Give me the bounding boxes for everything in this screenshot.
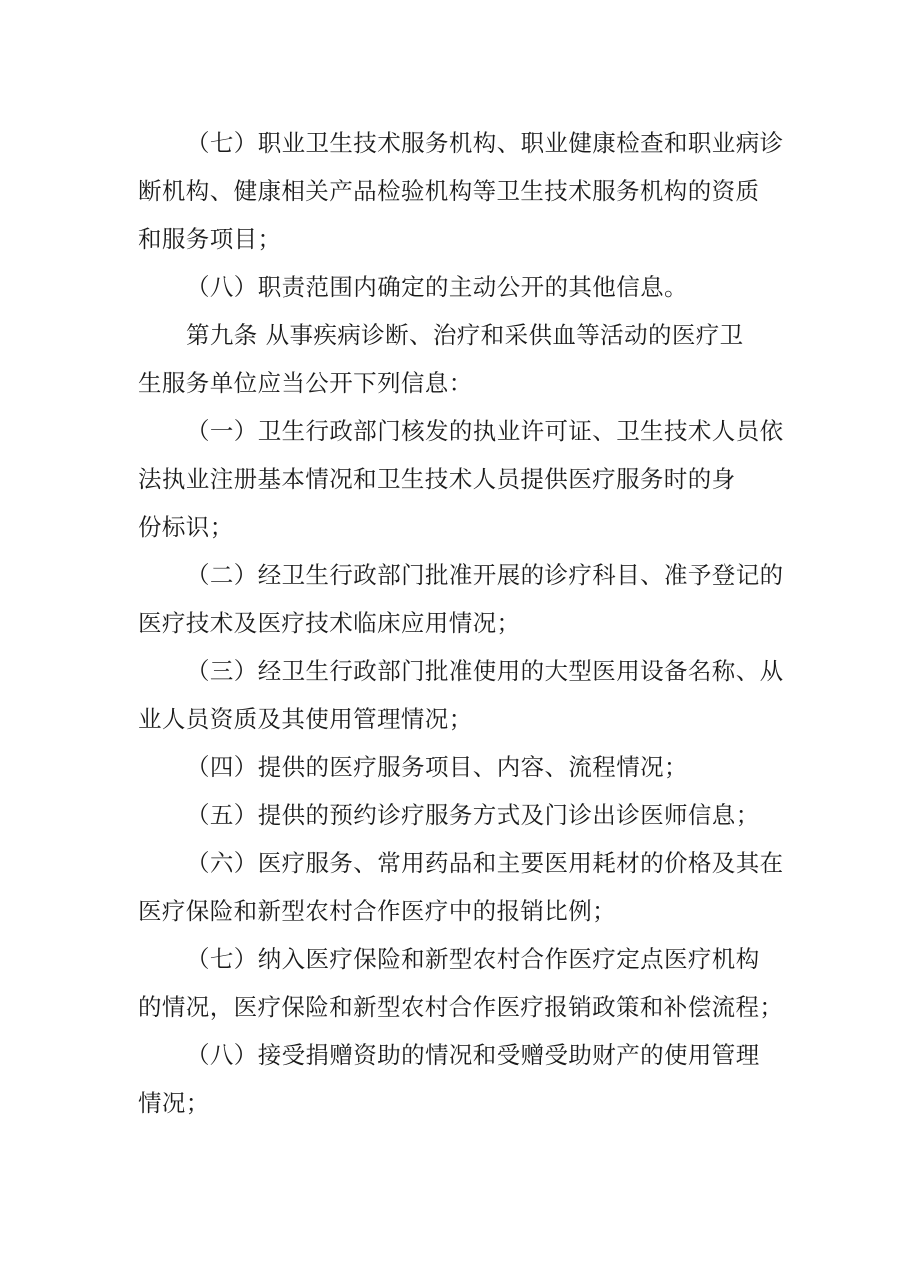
text-line-6: 生服务单位应当公开下列信息：: [138, 369, 473, 397]
text-line-4: （八）职责范围内确定的主动公开的其他信息。: [186, 273, 688, 301]
text-line-8: 法执业注册基本情况和卫生技术人员提供医疗服务时的身: [138, 465, 736, 493]
text-line-15: （五）提供的预约诊疗服务方式及门诊出诊医师信息；: [186, 801, 760, 829]
text-line-11: 医疗技术及医疗技术临床应用情况；: [138, 609, 521, 637]
text-line-12: （三）经卫生行政部门批准使用的大型医用设备名称、从: [186, 657, 784, 685]
text-line-13: 业人员资质及其使用管理情况；: [138, 705, 473, 733]
text-line-21: 情况；: [138, 1089, 210, 1117]
text-line-16: （六）医疗服务、常用药品和主要医用耗材的价格及其在: [186, 849, 784, 877]
text-line-17: 医疗保险和新型农村合作医疗中的报销比例；: [138, 897, 616, 925]
text-line-2: 断机构、健康相关产品检验机构等卫生技术服务机构的资质: [138, 177, 760, 205]
text-line-9: 份标识；: [138, 513, 234, 541]
text-line-10: （二）经卫生行政部门批准开展的诊疗科目、准予登记的: [186, 561, 784, 589]
text-line-14: （四）提供的医疗服务项目、内容、流程情况；: [186, 753, 688, 781]
text-line-20: （八）接受捐赠资助的情况和受赠受助财产的使用管理: [186, 1041, 760, 1069]
text-line-5: 第九条 从事疾病诊断、治疗和采供血等活动的医疗卫: [186, 321, 744, 349]
text-line-19: 的情况，医疗保险和新型农村合作医疗报销政策和补偿流程；: [138, 993, 784, 1021]
text-line-1: （七）职业卫生技术服务机构、职业健康检查和职业病诊: [186, 129, 784, 157]
text-line-7: （一）卫生行政部门核发的执业许可证、卫生技术人员依: [186, 417, 784, 445]
text-line-3: 和服务项目；: [138, 225, 282, 253]
text-line-18: （七）纳入医疗保险和新型农村合作医疗定点医疗机构: [186, 945, 760, 973]
